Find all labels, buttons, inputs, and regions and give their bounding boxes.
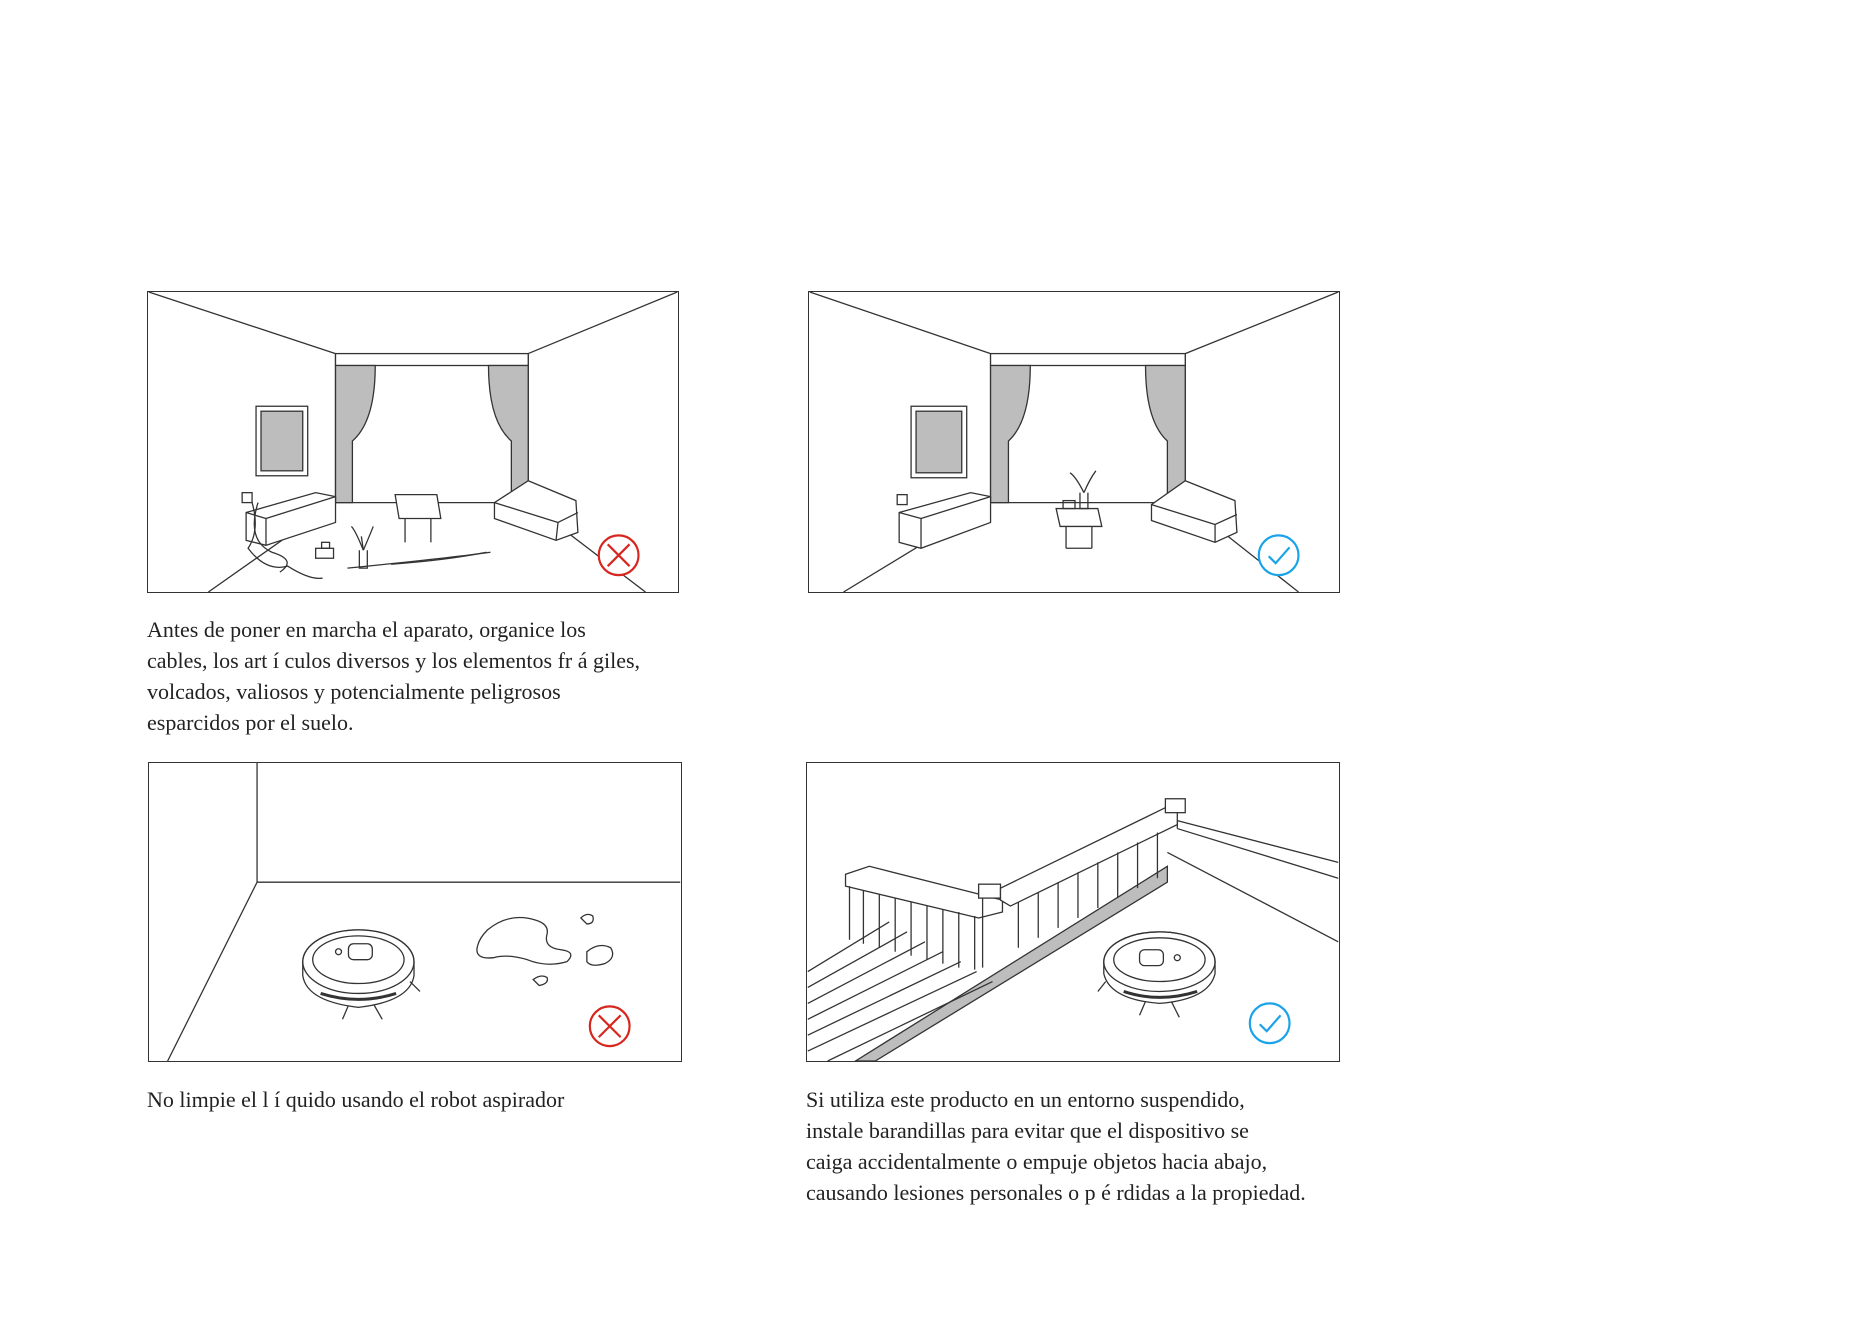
liquid-puddle <box>477 918 571 965</box>
caption-line: No limpie el l í quido usando el robot aspirador <box>147 1087 565 1112</box>
liquid-spill-drawing <box>149 763 681 1061</box>
caption-line: Si utiliza este producto en un entorno suspendido, <box>806 1087 1245 1112</box>
illustration-liquid-spill <box>148 762 682 1062</box>
caption-liquid <box>147 1084 707 1115</box>
caption-suspended <box>806 1084 1406 1208</box>
caption-line: Antes de poner en marcha el aparato, organice los <box>147 617 586 642</box>
robot-vacuum-icon <box>303 930 420 1019</box>
caption-line: esparcidos por el suelo. <box>147 710 354 735</box>
caption-line: caiga accidentalmente o empuje objetos hacia abajo, <box>806 1149 1268 1174</box>
illustration-cluttered-room <box>147 291 679 593</box>
robot-vacuum-icon <box>1098 932 1215 1017</box>
check-circle-icon <box>1259 535 1299 575</box>
check-circle-icon <box>1250 1003 1290 1043</box>
stairs-railing-drawing <box>807 763 1339 1061</box>
caption-line: instale barandillas para evitar que el dispositivo se <box>806 1118 1249 1143</box>
caption-clutter <box>147 614 727 738</box>
cross-circle-icon <box>599 535 639 575</box>
cross-circle-icon <box>590 1006 630 1046</box>
caption-line: causando lesiones personales o p é rdidas a la propiedad. <box>806 1180 1306 1205</box>
illustration-tidy-room <box>808 291 1340 593</box>
tidy-room-drawing <box>809 292 1339 592</box>
caption-line: cables, los art í culos diversos y los elementos fr á giles, <box>147 648 641 673</box>
caption-line: volcados, valiosos y potencialmente peligrosos <box>147 679 561 704</box>
illustration-stairs-railing <box>806 762 1340 1062</box>
cluttered-room-drawing <box>148 292 678 592</box>
